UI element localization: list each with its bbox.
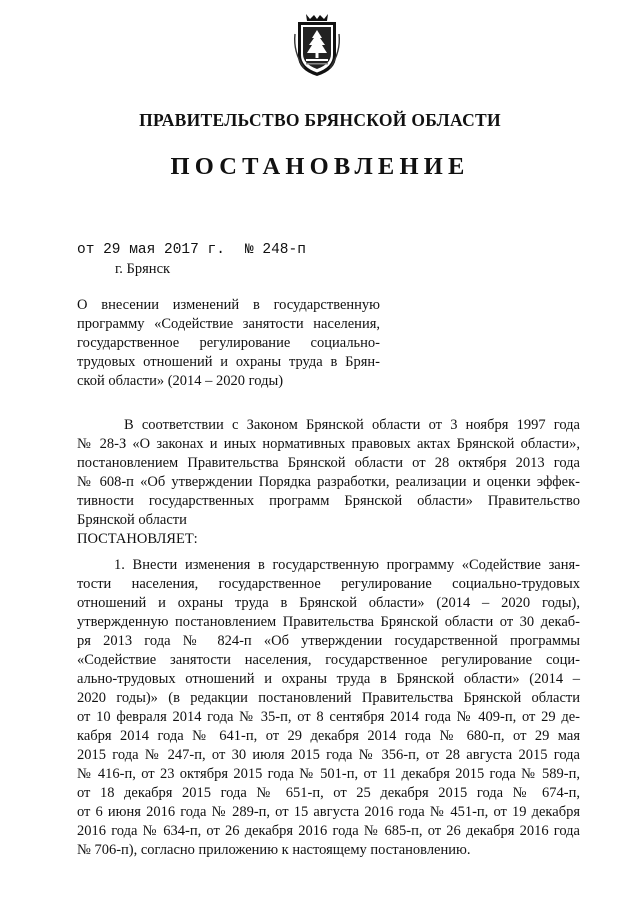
- preamble-paragraph: [77, 416, 580, 549]
- subject-line: О внесении изменений в государственную: [77, 297, 380, 313]
- bryansk-coat-of-arms-icon: [292, 12, 342, 80]
- date-number-line: [77, 242, 306, 258]
- body-line: от 18 декабря 2015 года № 651-п, от 25 декабря 2015 года № 674-п,: [77, 785, 580, 801]
- body-line: от 10 февраля 2014 года № 35-п, от 8 сентября 2014 года № 409-п, от 29 де-: [77, 709, 580, 725]
- document-number: № 248-п: [245, 242, 306, 258]
- body-line: ря 2013 года № 824-п «Об утверждении государственной программы: [77, 633, 580, 649]
- body-line: утвержденную постановлением Правительства Брянской области от 30 декаб-: [77, 614, 580, 630]
- body-line: № 416-п, от 23 октября 2015 года № 501-п, от 11 декабря 2015 года № 589-п,: [77, 766, 580, 782]
- document-city: г. Брянск: [115, 261, 171, 277]
- body-line: Брянской области: [77, 512, 187, 528]
- document-subject: [77, 296, 380, 391]
- body-line: тости населения, государственное регулирование социально-трудовых: [77, 576, 580, 592]
- body-line: тивности государственных программ Брянской области» Правительство: [77, 493, 580, 509]
- body-line: № 28-З «О законах и иных нормативных правовых актах Брянской области»,: [77, 436, 580, 452]
- body-line: отношений и охраны труда в Брянской области» (2014 – 2020 годы),: [77, 595, 580, 611]
- body-line: постановлением Правительства Брянской области от 28 октября 2013 года: [77, 455, 580, 471]
- body-line: 2020 годы)» (в редакции постановлений Правительства Брянской области: [77, 690, 580, 706]
- body-line: ально-трудовых отношений и охраны труда в Брянской области» (2014 –: [77, 671, 580, 687]
- body-line: «Содействие занятости населения, государственное регулирование соци-: [77, 652, 580, 668]
- body-line: 2015 года № 247-п, от 30 июля 2015 года № 356-п, от 28 августа 2015 года: [77, 747, 580, 763]
- body-line: 2016 года № 634-п, от 26 декабря 2016 года № 685-п, от 26 декабря 2016 года: [77, 823, 580, 839]
- body-line: от 6 июня 2016 года № 289-п, от 15 августа 2016 года № 451-п, от 19 декабря: [77, 804, 580, 820]
- document-type-title: ПОСТАНОВЛЕНИЕ: [170, 153, 470, 180]
- subject-line: государственное регулирование социально-: [77, 335, 380, 351]
- resolves-heading: ПОСТАНОВЛЯЕТ:: [77, 531, 198, 547]
- document-date: от 29 мая 2017 г.: [77, 242, 225, 258]
- body-line: № 608-п «Об утверждении Порядка разработки, реализации и оценки эффек-: [77, 474, 580, 490]
- subject-line: программу «Содействие занятости населения,: [77, 316, 380, 332]
- body-line: 1. Внести изменения в государственную программу «Содействие заня-: [114, 557, 580, 573]
- body-line: В соответствии с Законом Брянской области от 3 ноября 1997 года: [124, 417, 580, 433]
- government-name: ПРАВИТЕЛЬСТВО БРЯНСКОЙ ОБЛАСТИ: [139, 110, 501, 130]
- subject-line: ской области» (2014 – 2020 годы): [77, 373, 284, 389]
- item-1-paragraph: [77, 556, 580, 860]
- subject-line: трудовых отношений и охраны труда в Брян-: [77, 354, 380, 370]
- body-line: № 706-п), согласно приложению к настоящему постановлению.: [77, 842, 471, 858]
- body-line: кабря 2014 года № 641-п, от 29 декабря 2014 года № 680-п, от 29 мая: [77, 728, 580, 744]
